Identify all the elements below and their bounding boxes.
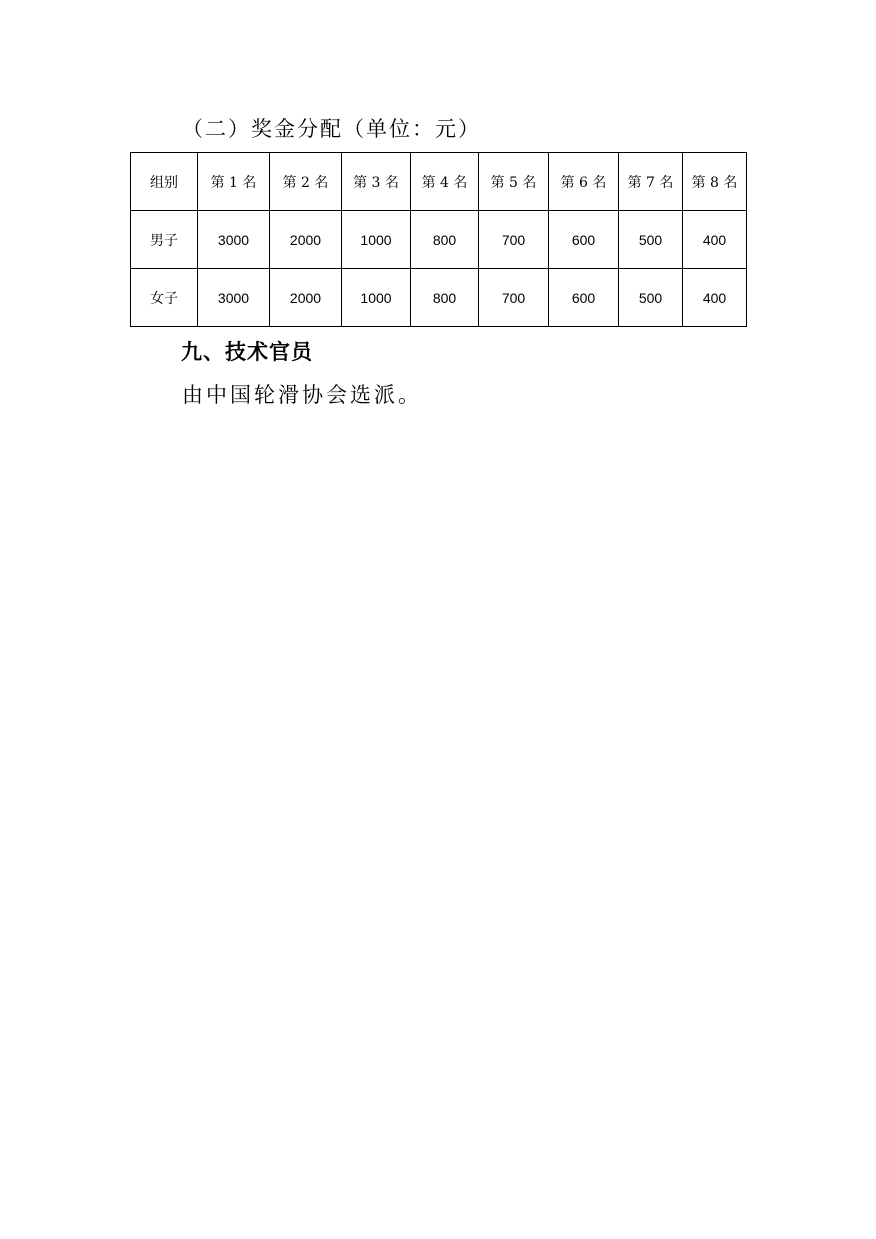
table-cell: 2000: [270, 211, 342, 269]
header-cell-rank-8: 第 8 名: [683, 153, 747, 211]
table-cell: 1000: [342, 269, 411, 327]
header-cell-group: 组别: [131, 153, 198, 211]
header-cell-rank-7: 第 7 名: [619, 153, 683, 211]
row-label-men: 男子: [131, 211, 198, 269]
table-cell: 500: [619, 211, 683, 269]
row-label-women: 女子: [131, 269, 198, 327]
table-cell: 2000: [270, 269, 342, 327]
prize-table: [130, 152, 747, 327]
officials-text: 由中国轮滑协会选派。: [182, 383, 422, 407]
table-row-women: [131, 269, 747, 327]
table-cell: 600: [549, 269, 619, 327]
table-cell: 400: [683, 269, 747, 327]
header-cell-rank-3: 第 3 名: [342, 153, 411, 211]
header-cell-rank-2: 第 2 名: [270, 153, 342, 211]
header-cell-rank-5: 第 5 名: [479, 153, 549, 211]
table-cell: 500: [619, 269, 683, 327]
table-cell: 700: [479, 269, 549, 327]
table-cell: 3000: [198, 269, 270, 327]
header-cell-rank-4: 第 4 名: [411, 153, 479, 211]
table-cell: 1000: [342, 211, 411, 269]
officials-heading: 九、技术官员: [181, 340, 313, 364]
table-cell: 800: [411, 269, 479, 327]
prize-section-title: （二）奖金分配（单位：元）: [182, 117, 481, 141]
table-cell: 800: [411, 211, 479, 269]
table-cell: 700: [479, 211, 549, 269]
header-cell-rank-6: 第 6 名: [549, 153, 619, 211]
table-cell: 600: [549, 211, 619, 269]
table-row-men: [131, 211, 747, 269]
table-cell: 400: [683, 211, 747, 269]
table-header-row: [131, 153, 747, 211]
table-cell: 3000: [198, 211, 270, 269]
header-cell-rank-1: 第 1 名: [198, 153, 270, 211]
